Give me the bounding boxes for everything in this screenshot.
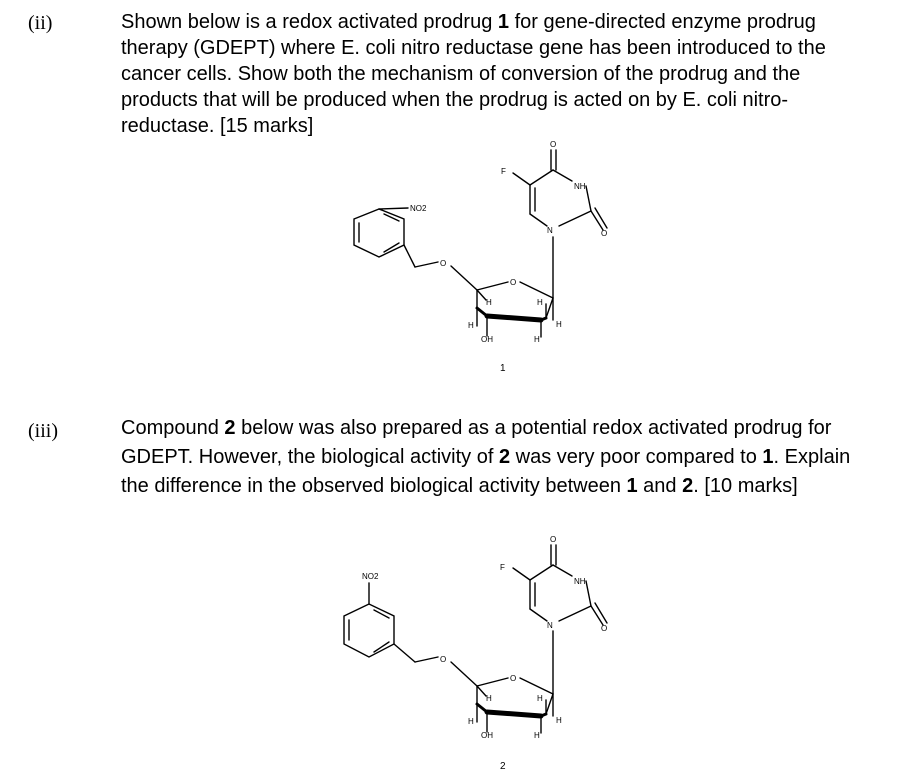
carbonyl-oxygen-right-label: O: [601, 624, 608, 633]
ring-oxygen-label: O: [510, 674, 517, 683]
question-ii-text: Shown below is a redox activated prodrug 1 for gene-directed enzyme prodrug therapy (GDEPT) where E. coli nitro reductase gene has been introduced to the cancer cells. Show both the mechanism of conversion of the prodrug and the products that will be produced when the prodrug is acted on by E. coli nitro-reductase. [15 marks]: [121, 11, 826, 137]
hydrogen-label: H: [468, 321, 474, 330]
nitrogen-label: N: [547, 226, 553, 235]
question-iii-text: Compound 2 below was also prepared as a potential redox activated prodrug for GDEPT. However, the biological activity of 2 was very poor compared to 1. Explain the difference in the observed biological activity between 1 and 2. [10 marks]: [121, 417, 851, 497]
carbonyl-oxygen-top-label: O: [550, 140, 557, 149]
nh-label: NH: [574, 577, 586, 586]
hydroxyl-label: OH: [481, 335, 493, 344]
hydrogen-label: H: [468, 717, 474, 726]
hydrogen-label: H: [537, 694, 543, 703]
compound-2-structure: [330, 530, 630, 775]
ether-oxygen-label: O: [440, 655, 447, 664]
hydrogen-label: H: [534, 335, 540, 344]
nitrogen-label: N: [547, 621, 553, 630]
hydrogen-label: H: [556, 320, 562, 329]
hydrogen-label: H: [534, 731, 540, 740]
compound-number-1: 1: [500, 363, 506, 374]
question-number-ii: (ii): [28, 12, 53, 34]
fluorine-label: F: [501, 167, 506, 176]
question-number-iii: (iii): [28, 420, 58, 442]
compound-number-2: 2: [500, 761, 506, 772]
prodrug-1-structure: [330, 135, 630, 380]
carbonyl-oxygen-right-label: O: [601, 229, 608, 238]
hydroxyl-label: OH: [481, 731, 493, 740]
fluorine-label: F: [500, 563, 505, 572]
hydrogen-label: H: [486, 298, 492, 307]
ring-oxygen-label: O: [510, 278, 517, 287]
hydrogen-label: H: [537, 298, 543, 307]
hydrogen-label: H: [486, 694, 492, 703]
ether-oxygen-label: O: [440, 259, 447, 268]
nh-label: NH: [574, 182, 586, 191]
carbonyl-oxygen-top-label: O: [550, 535, 557, 544]
hydrogen-label: H: [556, 716, 562, 725]
nitro-group-label: NO2: [362, 572, 379, 581]
nitro-group-label: NO2: [410, 204, 427, 213]
